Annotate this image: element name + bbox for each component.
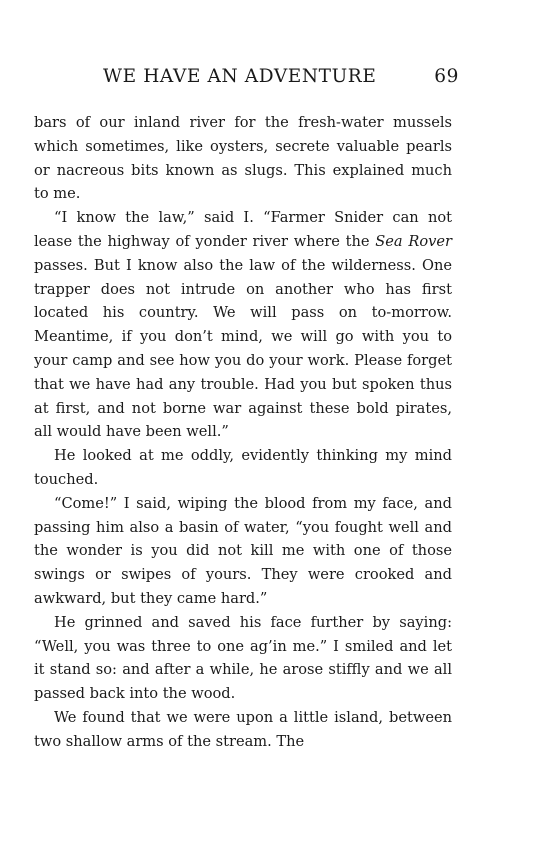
page-number: 69 (434, 66, 459, 87)
paragraph: bars of our inland river for the fresh-water mussels which sometimes, like oysters, secrete valuable pearls or nacreous bits known as slugs. This explained much to me. (34, 114, 452, 203)
paragraph: He looked at me oddly, evidently thinking my mind touched. (34, 447, 452, 488)
paragraph: “Come!” I said, wiping the blood from my face, and passing him also a basin of water, “you fought well and the wonder is you did not kill me with one of those swings or swipes of yours. They were crooked and awkward, but they came hard.” (34, 494, 452, 607)
ship-name: Sea Rover (375, 232, 453, 250)
paragraph-text: passes. But I know also the law of the wilderness. One trapper does not intrude on another who has first located his country. We will pass on to-morrow. Meantime, if you don’t mind, we will go with you to your camp and see how you do your work. Please forget that we have had any trouble. Had you but spoken thus at first, and not borne war against these bold pirates, all would have been well.” (34, 256, 452, 441)
paragraph: We found that we were upon a little island, between two shallow arms of the stream. The (34, 708, 452, 750)
paragraph-text: “I know the law,” said I. “Farmer Snider can not lease the highway of yonder river where the (34, 209, 452, 250)
chapter-title: WE HAVE AN ADVENTURE (103, 66, 377, 87)
body-text (34, 111, 452, 754)
paragraph (34, 206, 452, 444)
running-header (103, 66, 459, 92)
paragraph: He grinned and saved his face further by saying: “Well, you was three to one ag’in me.” I smiled and let it stand so: and after a while, he arose stiffly and we all passed back into the wood. (34, 613, 452, 703)
